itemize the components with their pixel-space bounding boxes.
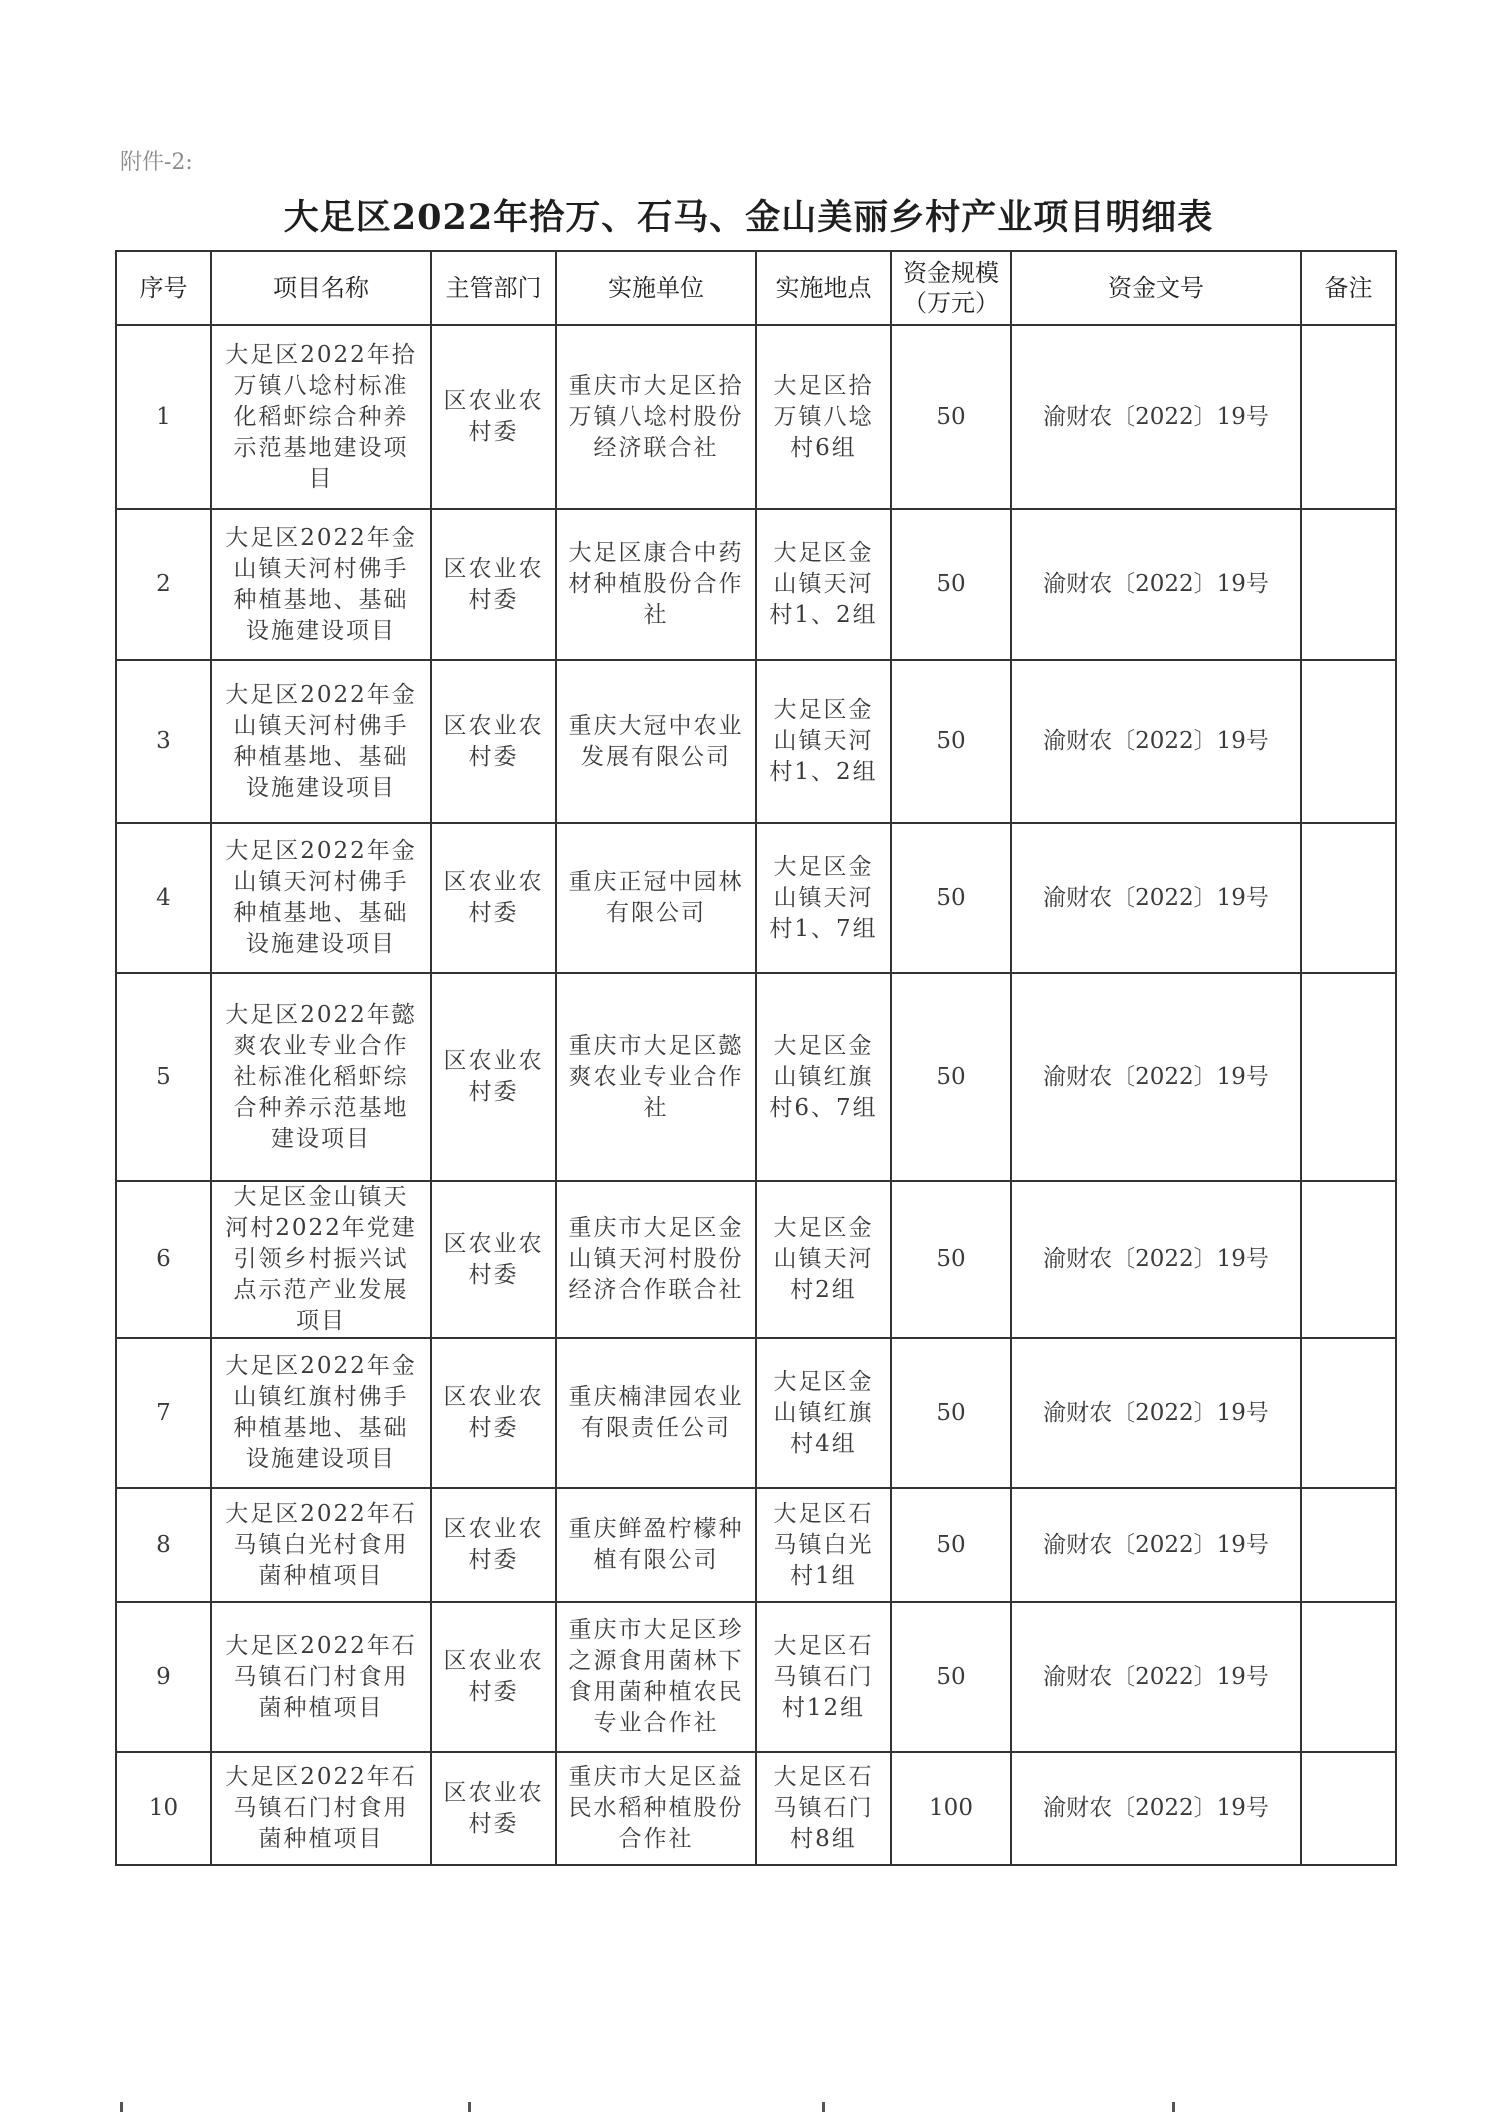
cell-funds: 50 (891, 973, 1011, 1181)
header-remark: 备注 (1301, 251, 1396, 325)
cell-remark (1301, 1338, 1396, 1488)
cell-index: 5 (116, 973, 211, 1181)
cell-department: 区农业农村委 (431, 1602, 556, 1752)
cell-department: 区农业农村委 (431, 1752, 556, 1865)
cell-location: 大足区石马镇石门村8组 (756, 1752, 891, 1865)
cell-implementing-unit: 重庆市大足区拾万镇八埝村股份经济联合社 (556, 325, 756, 509)
table-row (116, 1181, 1396, 1338)
header-department: 主管部门 (431, 251, 556, 325)
cell-remark (1301, 1752, 1396, 1865)
cell-project-name: 大足区2022年懿爽农业专业合作社标准化稻虾综合种养示范基地建设项目 (211, 973, 431, 1181)
cell-funds: 50 (891, 1338, 1011, 1488)
cell-index: 1 (116, 325, 211, 509)
cell-funds: 50 (891, 660, 1011, 823)
cell-index: 7 (116, 1338, 211, 1488)
cell-index: 8 (116, 1488, 211, 1602)
cell-project-name: 大足区2022年石马镇石门村食用菌种植项目 (211, 1602, 431, 1752)
cell-funds: 100 (891, 1752, 1011, 1865)
cell-implementing-unit: 重庆正冠中园林有限公司 (556, 823, 756, 973)
cell-document-number: 渝财农〔2022〕19号 (1011, 1181, 1301, 1338)
cell-project-name: 大足区2022年金山镇天河村佛手种植基地、基础设施建设项目 (211, 660, 431, 823)
header-index: 序号 (116, 251, 211, 325)
cell-implementing-unit: 重庆市大足区懿爽农业专业合作社 (556, 973, 756, 1181)
cell-funds: 50 (891, 823, 1011, 973)
cell-location: 大足区金山镇红旗村6、7组 (756, 973, 891, 1181)
cell-implementing-unit: 重庆市大足区金山镇天河村股份经济合作联合社 (556, 1181, 756, 1338)
cell-department: 区农业农村委 (431, 1181, 556, 1338)
header-project-name: 项目名称 (211, 251, 431, 325)
cell-remark (1301, 823, 1396, 973)
cell-document-number: 渝财农〔2022〕19号 (1011, 325, 1301, 509)
edge-mark (120, 2102, 123, 2112)
cell-document-number: 渝财农〔2022〕19号 (1011, 509, 1301, 660)
cell-remark (1301, 325, 1396, 509)
document-title: 大足区2022年拾万、石马、金山美丽乡村产业项目明细表 (283, 197, 1214, 238)
header-implementing-unit: 实施单位 (556, 251, 756, 325)
cell-index: 4 (116, 823, 211, 973)
cell-department: 区农业农村委 (431, 973, 556, 1181)
cell-project-name: 大足区2022年金山镇天河村佛手种植基地、基础设施建设项目 (211, 509, 431, 660)
edge-mark (1172, 2102, 1175, 2112)
cell-implementing-unit: 重庆市大足区益民水稻种植股份合作社 (556, 1752, 756, 1865)
cell-index: 10 (116, 1752, 211, 1865)
cell-project-name: 大足区2022年石马镇石门村食用菌种植项目 (211, 1752, 431, 1865)
table-row (116, 823, 1396, 973)
cell-department: 区农业农村委 (431, 823, 556, 973)
cell-location: 大足区石马镇白光村1组 (756, 1488, 891, 1602)
cell-remark (1301, 1488, 1396, 1602)
cell-department: 区农业农村委 (431, 660, 556, 823)
cell-index: 3 (116, 660, 211, 823)
cell-project-name: 大足区2022年拾万镇八埝村标准化稻虾综合种养示范基地建设项目 (211, 325, 431, 509)
cell-project-name: 大足区2022年石马镇白光村食用菌种植项目 (211, 1488, 431, 1602)
cell-implementing-unit: 重庆鲜盈柠檬种植有限公司 (556, 1488, 756, 1602)
header-document-number: 资金文号 (1011, 251, 1301, 325)
cell-project-name: 大足区2022年金山镇红旗村佛手种植基地、基础设施建设项目 (211, 1338, 431, 1488)
cell-department: 区农业农村委 (431, 1488, 556, 1602)
edge-mark (468, 2102, 471, 2112)
header-funds: 资金规模（万元） (891, 251, 1011, 325)
cell-location: 大足区金山镇红旗村4组 (756, 1338, 891, 1488)
table-header-row (116, 251, 1396, 325)
project-detail-table (115, 250, 1397, 1866)
cell-remark (1301, 973, 1396, 1181)
cell-document-number: 渝财农〔2022〕19号 (1011, 1752, 1301, 1865)
cell-department: 区农业农村委 (431, 325, 556, 509)
cell-location: 大足区金山镇天河村1、2组 (756, 660, 891, 823)
cell-location: 大足区金山镇天河村1、2组 (756, 509, 891, 660)
cell-funds: 50 (891, 1488, 1011, 1602)
cell-document-number: 渝财农〔2022〕19号 (1011, 823, 1301, 973)
header-location: 实施地点 (756, 251, 891, 325)
cell-implementing-unit: 重庆楠津园农业有限责任公司 (556, 1338, 756, 1488)
cell-document-number: 渝财农〔2022〕19号 (1011, 1488, 1301, 1602)
cell-document-number: 渝财农〔2022〕19号 (1011, 973, 1301, 1181)
cell-project-name: 大足区2022年金山镇天河村佛手种植基地、基础设施建设项目 (211, 823, 431, 973)
cell-document-number: 渝财农〔2022〕19号 (1011, 1338, 1301, 1488)
table-row (116, 1752, 1396, 1865)
cell-document-number: 渝财农〔2022〕19号 (1011, 1602, 1301, 1752)
cell-remark (1301, 660, 1396, 823)
cell-implementing-unit: 大足区康合中药材种植股份合作社 (556, 509, 756, 660)
cell-remark (1301, 1181, 1396, 1338)
cell-funds: 50 (891, 509, 1011, 660)
cell-funds: 50 (891, 1181, 1011, 1338)
table-row (116, 325, 1396, 509)
cell-department: 区农业农村委 (431, 1338, 556, 1488)
edge-mark (822, 2102, 825, 2112)
cell-remark (1301, 1602, 1396, 1752)
cell-index: 6 (116, 1181, 211, 1338)
table-row (116, 509, 1396, 660)
cell-project-name: 大足区金山镇天河村2022年党建引领乡村振兴试点示范产业发展项目 (211, 1181, 431, 1338)
table-row (116, 1338, 1396, 1488)
cell-funds: 50 (891, 1602, 1011, 1752)
table-row (116, 1488, 1396, 1602)
cell-department: 区农业农村委 (431, 509, 556, 660)
page-edge-marks (0, 2102, 1497, 2116)
cell-implementing-unit: 重庆大冠中农业发展有限公司 (556, 660, 756, 823)
cell-location: 大足区金山镇天河村1、7组 (756, 823, 891, 973)
cell-funds: 50 (891, 325, 1011, 509)
cell-implementing-unit: 重庆市大足区珍之源食用菌林下食用菌种植农民专业合作社 (556, 1602, 756, 1752)
table-row (116, 660, 1396, 823)
cell-location: 大足区石马镇石门村12组 (756, 1602, 891, 1752)
cell-location: 大足区金山镇天河村2组 (756, 1181, 891, 1338)
cell-remark (1301, 509, 1396, 660)
attachment-label: 附件-2: (120, 150, 193, 175)
table-row (116, 1602, 1396, 1752)
cell-location: 大足区拾万镇八埝村6组 (756, 325, 891, 509)
table-row (116, 973, 1396, 1181)
cell-index: 2 (116, 509, 211, 660)
cell-index: 9 (116, 1602, 211, 1752)
cell-document-number: 渝财农〔2022〕19号 (1011, 660, 1301, 823)
